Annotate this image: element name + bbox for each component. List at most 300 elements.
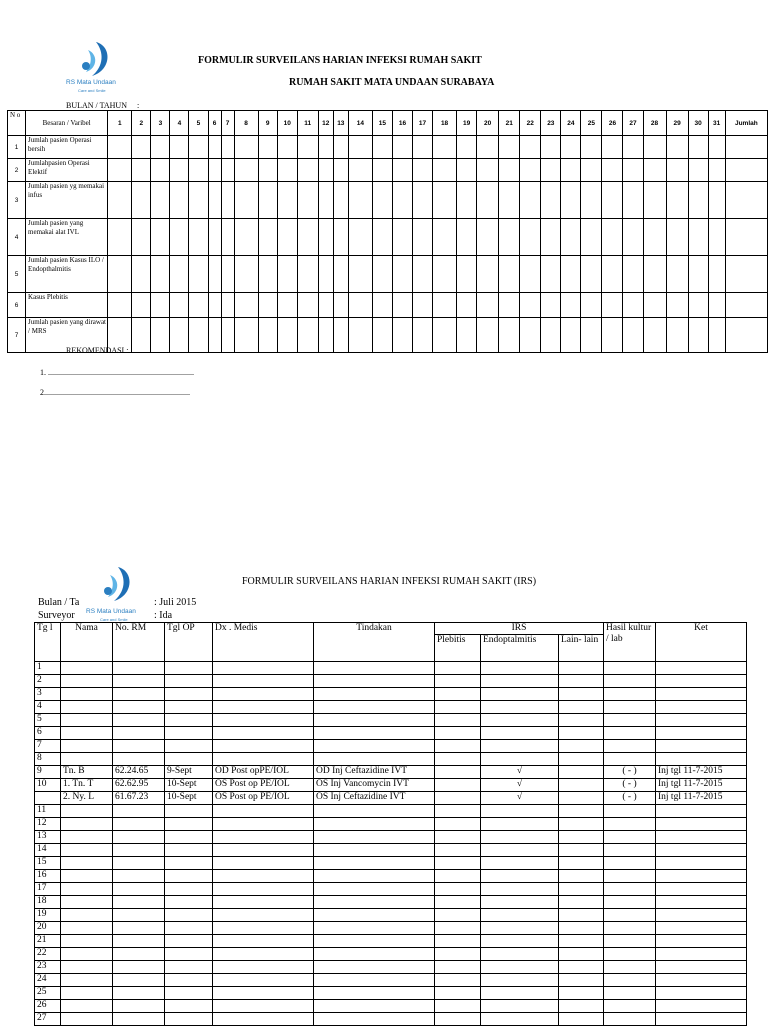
cell-plebitis[interactable]: [435, 753, 481, 766]
day-cell[interactable]: [189, 182, 208, 219]
day-cell[interactable]: [457, 159, 477, 182]
cell-nama[interactable]: 2. Ny. L: [61, 792, 113, 805]
cell-tindakan[interactable]: [314, 675, 435, 688]
day-cell[interactable]: [221, 318, 234, 353]
day-cell[interactable]: [433, 318, 457, 353]
day-cell[interactable]: [457, 136, 477, 159]
day-cell[interactable]: [561, 256, 581, 293]
cell-norm[interactable]: [113, 818, 165, 831]
day-cell[interactable]: [348, 136, 372, 159]
day-cell[interactable]: [151, 136, 170, 159]
recommendation-line[interactable]: 1. .........................................................................: [40, 368, 194, 377]
day-cell[interactable]: [602, 182, 623, 219]
day-cell[interactable]: [318, 293, 333, 318]
day-cell[interactable]: [581, 219, 602, 256]
cell-nama[interactable]: Tn. B: [61, 766, 113, 779]
cell-tglop[interactable]: 10-Sept: [165, 792, 213, 805]
cell-nama[interactable]: [61, 740, 113, 753]
day-cell[interactable]: [643, 318, 666, 353]
cell-hasil[interactable]: [604, 831, 656, 844]
day-cell[interactable]: [623, 159, 643, 182]
cell-nama[interactable]: [61, 688, 113, 701]
cell-lain[interactable]: [559, 857, 604, 870]
day-cell[interactable]: [277, 136, 297, 159]
cell-tindakan[interactable]: [314, 740, 435, 753]
cell-tindakan[interactable]: OD Inj Ceftazidine IVT: [314, 766, 435, 779]
cell-lain[interactable]: [559, 896, 604, 909]
day-cell[interactable]: [477, 318, 499, 353]
day-cell[interactable]: [666, 318, 688, 353]
cell-lain[interactable]: [559, 688, 604, 701]
day-cell[interactable]: [602, 219, 623, 256]
day-cell[interactable]: [348, 318, 372, 353]
cell-plebitis[interactable]: [435, 1000, 481, 1013]
day-cell[interactable]: [372, 256, 392, 293]
cell-norm[interactable]: [113, 987, 165, 1000]
total-cell[interactable]: [725, 219, 767, 256]
cell-nama[interactable]: [61, 662, 113, 675]
cell-dx[interactable]: [213, 974, 314, 987]
cell-lain[interactable]: [559, 987, 604, 1000]
day-cell[interactable]: [132, 256, 151, 293]
day-cell[interactable]: [151, 219, 170, 256]
cell-norm[interactable]: [113, 740, 165, 753]
day-cell[interactable]: [221, 182, 234, 219]
cell-tglop[interactable]: [165, 987, 213, 1000]
day-cell[interactable]: [277, 219, 297, 256]
cell-norm[interactable]: [113, 961, 165, 974]
cell-tindakan[interactable]: OS Inj Vancomycin IVT: [314, 779, 435, 792]
day-cell[interactable]: [348, 256, 372, 293]
day-cell[interactable]: [170, 318, 189, 353]
cell-endo[interactable]: [481, 805, 559, 818]
cell-plebitis[interactable]: [435, 792, 481, 805]
cell-nama[interactable]: [61, 1000, 113, 1013]
day-cell[interactable]: [170, 136, 189, 159]
day-cell[interactable]: [234, 182, 258, 219]
day-cell[interactable]: [234, 136, 258, 159]
cell-nama[interactable]: [61, 844, 113, 857]
day-cell[interactable]: [297, 182, 318, 219]
day-cell[interactable]: [602, 293, 623, 318]
day-cell[interactable]: [581, 159, 602, 182]
day-cell[interactable]: [170, 219, 189, 256]
cell-tindakan[interactable]: [314, 1000, 435, 1013]
cell-nama[interactable]: [61, 857, 113, 870]
cell-norm[interactable]: [113, 831, 165, 844]
cell-tindakan[interactable]: [314, 896, 435, 909]
day-cell[interactable]: [372, 182, 392, 219]
cell-dx[interactable]: [213, 961, 314, 974]
cell-lain[interactable]: [559, 870, 604, 883]
cell-hasil[interactable]: [604, 883, 656, 896]
cell-norm[interactable]: [113, 870, 165, 883]
day-cell[interactable]: [208, 182, 221, 219]
cell-ket[interactable]: [656, 909, 747, 922]
day-cell[interactable]: [602, 159, 623, 182]
day-cell[interactable]: [258, 318, 277, 353]
total-cell[interactable]: [725, 318, 767, 353]
cell-plebitis[interactable]: [435, 714, 481, 727]
day-cell[interactable]: [297, 159, 318, 182]
day-cell[interactable]: [477, 293, 499, 318]
cell-tglop[interactable]: [165, 961, 213, 974]
day-cell[interactable]: [520, 136, 541, 159]
day-cell[interactable]: [132, 136, 151, 159]
cell-plebitis[interactable]: [435, 831, 481, 844]
cell-tglop[interactable]: [165, 753, 213, 766]
day-cell[interactable]: [412, 219, 432, 256]
cell-norm[interactable]: [113, 857, 165, 870]
cell-tindakan[interactable]: [314, 883, 435, 896]
day-cell[interactable]: [297, 136, 318, 159]
day-cell[interactable]: [258, 182, 277, 219]
cell-ket[interactable]: [656, 753, 747, 766]
cell-hasil[interactable]: [604, 935, 656, 948]
day-cell[interactable]: [666, 182, 688, 219]
cell-norm[interactable]: 62.24.65: [113, 766, 165, 779]
day-cell[interactable]: [151, 293, 170, 318]
day-cell[interactable]: [318, 318, 333, 353]
cell-tindakan[interactable]: [314, 987, 435, 1000]
cell-tindakan[interactable]: [314, 870, 435, 883]
cell-tglop[interactable]: [165, 909, 213, 922]
day-cell[interactable]: [277, 293, 297, 318]
day-cell[interactable]: [499, 136, 520, 159]
cell-tindakan[interactable]: [314, 818, 435, 831]
cell-endo[interactable]: [481, 922, 559, 935]
day-cell[interactable]: [221, 256, 234, 293]
cell-lain[interactable]: [559, 753, 604, 766]
cell-norm[interactable]: [113, 844, 165, 857]
cell-hasil[interactable]: [604, 805, 656, 818]
day-cell[interactable]: [258, 159, 277, 182]
day-cell[interactable]: [132, 219, 151, 256]
cell-hasil[interactable]: [604, 844, 656, 857]
day-cell[interactable]: [234, 293, 258, 318]
cell-endo[interactable]: [481, 688, 559, 701]
day-cell[interactable]: [581, 136, 602, 159]
cell-hasil[interactable]: ( - ): [604, 779, 656, 792]
cell-lain[interactable]: [559, 662, 604, 675]
day-cell[interactable]: [170, 182, 189, 219]
day-cell[interactable]: [221, 293, 234, 318]
cell-endo[interactable]: [481, 831, 559, 844]
cell-dx[interactable]: [213, 948, 314, 961]
cell-nama[interactable]: [61, 935, 113, 948]
day-cell[interactable]: [234, 219, 258, 256]
day-cell[interactable]: [333, 159, 348, 182]
day-cell[interactable]: [170, 256, 189, 293]
day-cell[interactable]: [412, 318, 432, 353]
cell-hasil[interactable]: [604, 974, 656, 987]
cell-ket[interactable]: [656, 740, 747, 753]
day-cell[interactable]: [258, 136, 277, 159]
day-cell[interactable]: [372, 293, 392, 318]
cell-norm[interactable]: [113, 675, 165, 688]
cell-dx[interactable]: [213, 909, 314, 922]
cell-tglop[interactable]: [165, 948, 213, 961]
day-cell[interactable]: [457, 182, 477, 219]
cell-plebitis[interactable]: [435, 974, 481, 987]
cell-lain[interactable]: [559, 714, 604, 727]
day-cell[interactable]: [108, 136, 132, 159]
day-cell[interactable]: [392, 256, 412, 293]
cell-norm[interactable]: [113, 727, 165, 740]
cell-norm[interactable]: [113, 688, 165, 701]
cell-lain[interactable]: [559, 740, 604, 753]
day-cell[interactable]: [541, 182, 561, 219]
cell-tindakan[interactable]: [314, 753, 435, 766]
day-cell[interactable]: [412, 159, 432, 182]
day-cell[interactable]: [372, 136, 392, 159]
cell-lain[interactable]: [559, 844, 604, 857]
day-cell[interactable]: [643, 159, 666, 182]
cell-ket[interactable]: [656, 974, 747, 987]
cell-nama[interactable]: [61, 714, 113, 727]
cell-plebitis[interactable]: [435, 987, 481, 1000]
day-cell[interactable]: [151, 256, 170, 293]
cell-ket[interactable]: [656, 961, 747, 974]
day-cell[interactable]: [297, 256, 318, 293]
cell-tindakan[interactable]: [314, 714, 435, 727]
cell-dx[interactable]: [213, 818, 314, 831]
cell-norm[interactable]: [113, 1000, 165, 1013]
cell-norm[interactable]: [113, 753, 165, 766]
cell-plebitis[interactable]: [435, 961, 481, 974]
cell-dx[interactable]: OD Post opPE/IOL: [213, 766, 314, 779]
day-cell[interactable]: [541, 136, 561, 159]
cell-norm[interactable]: [113, 948, 165, 961]
cell-dx[interactable]: [213, 922, 314, 935]
cell-tindakan[interactable]: [314, 844, 435, 857]
day-cell[interactable]: [457, 256, 477, 293]
cell-tglop[interactable]: [165, 870, 213, 883]
cell-plebitis[interactable]: [435, 922, 481, 935]
cell-nama[interactable]: [61, 805, 113, 818]
cell-hasil[interactable]: [604, 961, 656, 974]
cell-hasil[interactable]: [604, 948, 656, 961]
total-cell[interactable]: [725, 256, 767, 293]
day-cell[interactable]: [561, 293, 581, 318]
cell-dx[interactable]: [213, 896, 314, 909]
day-cell[interactable]: [372, 318, 392, 353]
cell-ket[interactable]: [656, 857, 747, 870]
cell-ket[interactable]: [656, 987, 747, 1000]
cell-tglop[interactable]: [165, 714, 213, 727]
cell-dx[interactable]: [213, 662, 314, 675]
day-cell[interactable]: [433, 136, 457, 159]
cell-nama[interactable]: [61, 883, 113, 896]
cell-plebitis[interactable]: [435, 727, 481, 740]
day-cell[interactable]: [457, 219, 477, 256]
day-cell[interactable]: [412, 182, 432, 219]
day-cell[interactable]: [132, 159, 151, 182]
day-cell[interactable]: [392, 182, 412, 219]
cell-plebitis[interactable]: [435, 701, 481, 714]
day-cell[interactable]: [297, 293, 318, 318]
cell-plebitis[interactable]: [435, 740, 481, 753]
day-cell[interactable]: [602, 136, 623, 159]
day-cell[interactable]: [392, 219, 412, 256]
cell-plebitis[interactable]: [435, 857, 481, 870]
cell-tindakan[interactable]: [314, 974, 435, 987]
cell-lain[interactable]: [559, 727, 604, 740]
cell-hasil[interactable]: [604, 662, 656, 675]
day-cell[interactable]: [643, 136, 666, 159]
day-cell[interactable]: [234, 159, 258, 182]
day-cell[interactable]: [433, 293, 457, 318]
cell-lain[interactable]: [559, 766, 604, 779]
cell-lain[interactable]: [559, 922, 604, 935]
day-cell[interactable]: [189, 136, 208, 159]
cell-nama[interactable]: [61, 701, 113, 714]
day-cell[interactable]: [208, 219, 221, 256]
day-cell[interactable]: [643, 256, 666, 293]
day-cell[interactable]: [208, 159, 221, 182]
day-cell[interactable]: [392, 293, 412, 318]
cell-tglop[interactable]: [165, 818, 213, 831]
day-cell[interactable]: [708, 219, 725, 256]
cell-tindakan[interactable]: [314, 922, 435, 935]
cell-norm[interactable]: [113, 701, 165, 714]
cell-dx[interactable]: [213, 688, 314, 701]
cell-nama[interactable]: [61, 870, 113, 883]
day-cell[interactable]: [623, 256, 643, 293]
cell-nama[interactable]: [61, 987, 113, 1000]
cell-endo[interactable]: [481, 1000, 559, 1013]
day-cell[interactable]: [541, 318, 561, 353]
cell-hasil[interactable]: [604, 688, 656, 701]
day-cell[interactable]: [666, 256, 688, 293]
cell-endo[interactable]: √: [481, 792, 559, 805]
cell-dx[interactable]: [213, 727, 314, 740]
cell-ket[interactable]: [656, 870, 747, 883]
day-cell[interactable]: [333, 182, 348, 219]
day-cell[interactable]: [151, 159, 170, 182]
cell-endo[interactable]: [481, 974, 559, 987]
cell-lain[interactable]: [559, 1000, 604, 1013]
day-cell[interactable]: [520, 182, 541, 219]
day-cell[interactable]: [561, 136, 581, 159]
day-cell[interactable]: [520, 256, 541, 293]
cell-lain[interactable]: [559, 909, 604, 922]
cell-ket[interactable]: [656, 727, 747, 740]
cell-ket[interactable]: [656, 948, 747, 961]
cell-plebitis[interactable]: [435, 662, 481, 675]
day-cell[interactable]: [151, 182, 170, 219]
cell-norm[interactable]: [113, 935, 165, 948]
cell-norm[interactable]: [113, 974, 165, 987]
cell-hasil[interactable]: [604, 701, 656, 714]
cell-tindakan[interactable]: [314, 961, 435, 974]
cell-ket[interactable]: [656, 896, 747, 909]
cell-ket[interactable]: Inj tgl 11-7-2015: [656, 779, 747, 792]
cell-dx[interactable]: [213, 753, 314, 766]
cell-tindakan[interactable]: OS Inj Ceftazidine IVT: [314, 792, 435, 805]
cell-norm[interactable]: 61.67.23: [113, 792, 165, 805]
cell-plebitis[interactable]: [435, 896, 481, 909]
day-cell[interactable]: [561, 182, 581, 219]
day-cell[interactable]: [348, 182, 372, 219]
cell-dx[interactable]: OS Post op PE/IOL: [213, 779, 314, 792]
day-cell[interactable]: [708, 182, 725, 219]
cell-lain[interactable]: [559, 961, 604, 974]
day-cell[interactable]: [277, 182, 297, 219]
cell-plebitis[interactable]: [435, 935, 481, 948]
day-cell[interactable]: [623, 136, 643, 159]
cell-ket[interactable]: [656, 688, 747, 701]
day-cell[interactable]: [297, 318, 318, 353]
day-cell[interactable]: [433, 182, 457, 219]
day-cell[interactable]: [318, 219, 333, 256]
cell-lain[interactable]: [559, 831, 604, 844]
cell-tindakan[interactable]: [314, 857, 435, 870]
day-cell[interactable]: [277, 256, 297, 293]
day-cell[interactable]: [541, 256, 561, 293]
day-cell[interactable]: [708, 293, 725, 318]
day-cell[interactable]: [643, 219, 666, 256]
cell-nama[interactable]: [61, 909, 113, 922]
day-cell[interactable]: [221, 136, 234, 159]
day-cell[interactable]: [581, 318, 602, 353]
day-cell[interactable]: [708, 256, 725, 293]
cell-dx[interactable]: [213, 701, 314, 714]
day-cell[interactable]: [602, 256, 623, 293]
day-cell[interactable]: [189, 293, 208, 318]
day-cell[interactable]: [499, 182, 520, 219]
cell-tindakan[interactable]: [314, 909, 435, 922]
cell-endo[interactable]: [481, 870, 559, 883]
day-cell[interactable]: [412, 293, 432, 318]
day-cell[interactable]: [623, 318, 643, 353]
day-cell[interactable]: [602, 318, 623, 353]
cell-norm[interactable]: [113, 896, 165, 909]
day-cell[interactable]: [333, 318, 348, 353]
day-cell[interactable]: [581, 293, 602, 318]
cell-endo[interactable]: [481, 961, 559, 974]
cell-lain[interactable]: [559, 792, 604, 805]
cell-endo[interactable]: [481, 714, 559, 727]
day-cell[interactable]: [666, 159, 688, 182]
day-cell[interactable]: [108, 293, 132, 318]
cell-nama[interactable]: [61, 896, 113, 909]
cell-plebitis[interactable]: [435, 883, 481, 896]
day-cell[interactable]: [189, 159, 208, 182]
cell-norm[interactable]: 62.62.95: [113, 779, 165, 792]
cell-lain[interactable]: [559, 805, 604, 818]
cell-tglop[interactable]: [165, 883, 213, 896]
day-cell[interactable]: [208, 136, 221, 159]
day-cell[interactable]: [372, 159, 392, 182]
cell-ket[interactable]: Inj tgl 11-7-2015: [656, 766, 747, 779]
cell-nama[interactable]: [61, 727, 113, 740]
cell-endo[interactable]: [481, 818, 559, 831]
total-cell[interactable]: [725, 159, 767, 182]
day-cell[interactable]: [132, 293, 151, 318]
day-cell[interactable]: [132, 318, 151, 353]
cell-tglop[interactable]: [165, 922, 213, 935]
day-cell[interactable]: [412, 136, 432, 159]
day-cell[interactable]: [433, 256, 457, 293]
total-cell[interactable]: [725, 182, 767, 219]
day-cell[interactable]: [108, 182, 132, 219]
day-cell[interactable]: [392, 136, 412, 159]
cell-dx[interactable]: [213, 870, 314, 883]
cell-nama[interactable]: [61, 961, 113, 974]
cell-plebitis[interactable]: [435, 805, 481, 818]
cell-plebitis[interactable]: [435, 948, 481, 961]
